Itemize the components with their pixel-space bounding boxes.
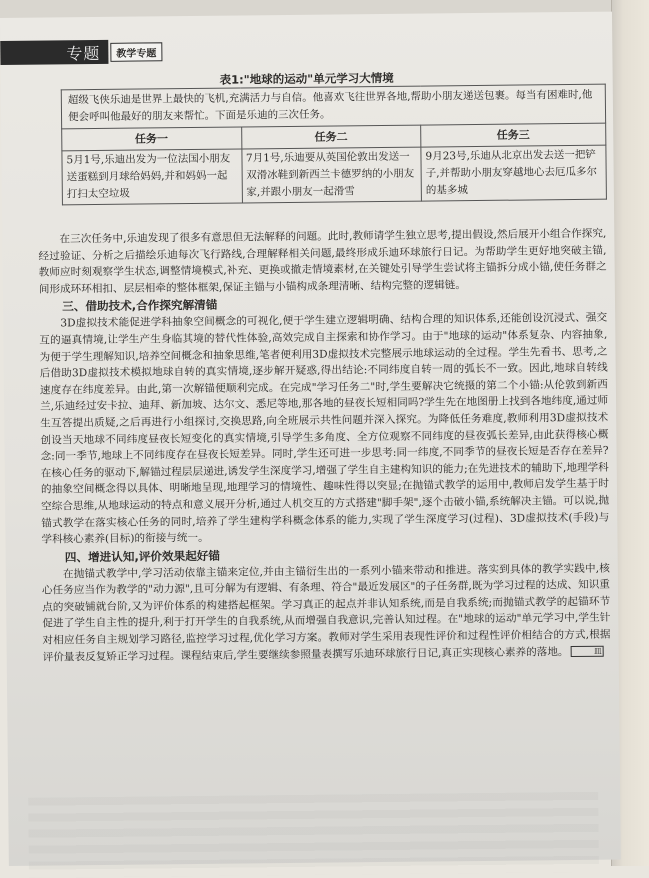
paragraph: 在三次任务中,乐迪发现了很多有意思但无法解释的问题。此时,教师请学生独立思考,提出假设,然后展开小组合作探究,经过验证、分析之后描绘乐迪每次飞行路线,合理解释相关问题,最终形成乐迪环球旅行日记。为帮助学生更好地突破主锚,教师应时刻观察学生状态,调整情境模式,补充、更换或撤走情境素材,在关键处引导学生尝试将主锚拆分成小锚,使任务群之间形成环环相扣、层层相牵的整体框架,保证主锚与小锚构成条理清晰、结构完整的逻辑链。: [38, 227, 607, 296]
table-row: [62, 145, 607, 205]
scenario-table: [61, 84, 607, 206]
table-intro-row: [61, 84, 605, 129]
table-cell-task-1: 5月1号,乐迪出发为一位法国小朋友送蛋糕到月球给妈妈,并和妈妈一起打扫太空垃圾: [62, 149, 242, 205]
section-label: 专题: [0, 40, 108, 65]
column-header-task-2: 任务二: [241, 125, 421, 149]
table-intro: 超级飞侠乐迪是世界上最快的飞机,充满活力与自信。他喜欢飞往世界各地,帮助小朋友递送包裹。每当有困难时,他便会呼叫他最好的朋友来帮忙。下面是乐迪的三次任务。: [61, 84, 605, 129]
section-heading-3: 三、借助技术,合作探究解清锚: [62, 298, 218, 314]
column-header-task-3: 任务三: [421, 123, 606, 147]
table-cell-task-2: 7月1号,乐迪要从英国伦敦出发送一双滑冰鞋到新西兰卡德罗纳的小朋友家,并跟小朋友一起滑雪: [241, 147, 421, 203]
page-header: [0, 38, 162, 66]
column-header-task-1: 任务一: [62, 127, 242, 151]
sub-section-label: 教学专题: [110, 42, 162, 62]
document-page: [0, 12, 621, 866]
paragraph-text: 在抛锚式教学中,学习活动依靠主锚来定位,并由主锚衍生出的一系列小锚来带动和推进。落实到具体的教学实践中,核心任务应当作为教学的"动力源",且可分解为有逻辑、有条理、符合"最近发展区"的子任务群,既为学习过程的达成、知识重点的突破铺就台阶,又为评价体系的构建搭起框架。学习真正的起点并非认知系统,而是自我系统;而抛锚式教学的起锚环节促进了学生自主性的提升,利于打开学生的自我系统,从而增强自我意识,完善认知过程。在"地球的运动"单元学习中,学生针对相应任务自主规划学习路径,监控学习过程,优化学习方案。教师对学生采用表现性评价和过程性评价相结合的方式,根据评价量表反复矫正学习过程。课程结束后,学生要继续参照量表撰写乐迪环球旅行日记,真正实现核心素养的落地。: [41, 562, 611, 664]
paragraph: 3D虚拟技术能促进学科抽象空间概念的可视化,便于学生建立逻辑明确、结构合理的知识体系,还能创设沉浸式、强交互的逼真情境,让学生产生身临其境的替代性体验,高效完成自主探索和协作学习。由于"地球的运动"体系复杂、内容抽象,为便于学生理解知识,培养空间概念和抽象思维,笔者便利用3D虚拟技术完整展示地球运动的全过程。学生先看书、思考,之后借助3D虚拟技术模拟地球自转的真实情境,逐步解开疑惑,得出结论:不同纬度自转一周的弧长不一致。因此,地球自转线速度存在纬度差异。由此,第一次解锚便顺利完成。在完成"学习任务二"时,学生要解决它统摄的第二个小锚:从伦敦到新西兰,乐迪经过安卡拉、迪拜、新加坡、达尔文、悉尼等地,那各地的昼夜长短相同吗?学生先在地图册上找到各地纬度,通过师生互答提出质疑,之后再进行小组探讨,交换思路,向全班展示共性问题并深入探究。为降低任务难度,教师利用3D虚拟技术创设当天地球不同纬度昼夜长短变化的真实情境,引导学生多角度、全方位观察不同纬度的昼夜弧长差异,由此获得核心概念:同一季节,地球上不同纬度存在昼夜长短差异。同时,学生还可进一步思考:同一纬度,不同季节的昼夜长短是否存在差异?在核心任务的驱动下,解锚过程层层递进,诱发学生深度学习,增强了学生自主建构知识的能力;在先进技术的辅助下,地理学科的抽象空间概念得以具体、明晰地呈现,地理学习的情境性、趣味性得以突显;在抛锚式教学的运用中,教师启发学生基于时空综合思维,从地球运动的特点和意义展开分析,通过人机交互的方式搭建"脚手架",逐个击破小锚,系统解决主锚。可以说,抛锚式教学在落实核心任务的同时,培养了学生建构学科概念体系的能力,实现了学生深度学习(过程)、3D虚拟技术(手段)与学科核心素养(目标)的衔接与统一。: [39, 312, 610, 546]
table-cell-task-3: 9月23号,乐迪从北京出发去送一把铲子,并帮助小朋友穿越地心去厄瓜多尔的基多城: [421, 145, 607, 201]
bleed-through-text: [28, 792, 599, 878]
paragraph: [42, 560, 611, 666]
section-heading-4: 四、增进认知,评价效果起好锚: [64, 548, 221, 565]
table-title: 表1:"地球的运动"单元学习大情境: [219, 70, 394, 87]
end-mark-icon: 皿: [570, 646, 603, 657]
article-body: [38, 226, 611, 666]
